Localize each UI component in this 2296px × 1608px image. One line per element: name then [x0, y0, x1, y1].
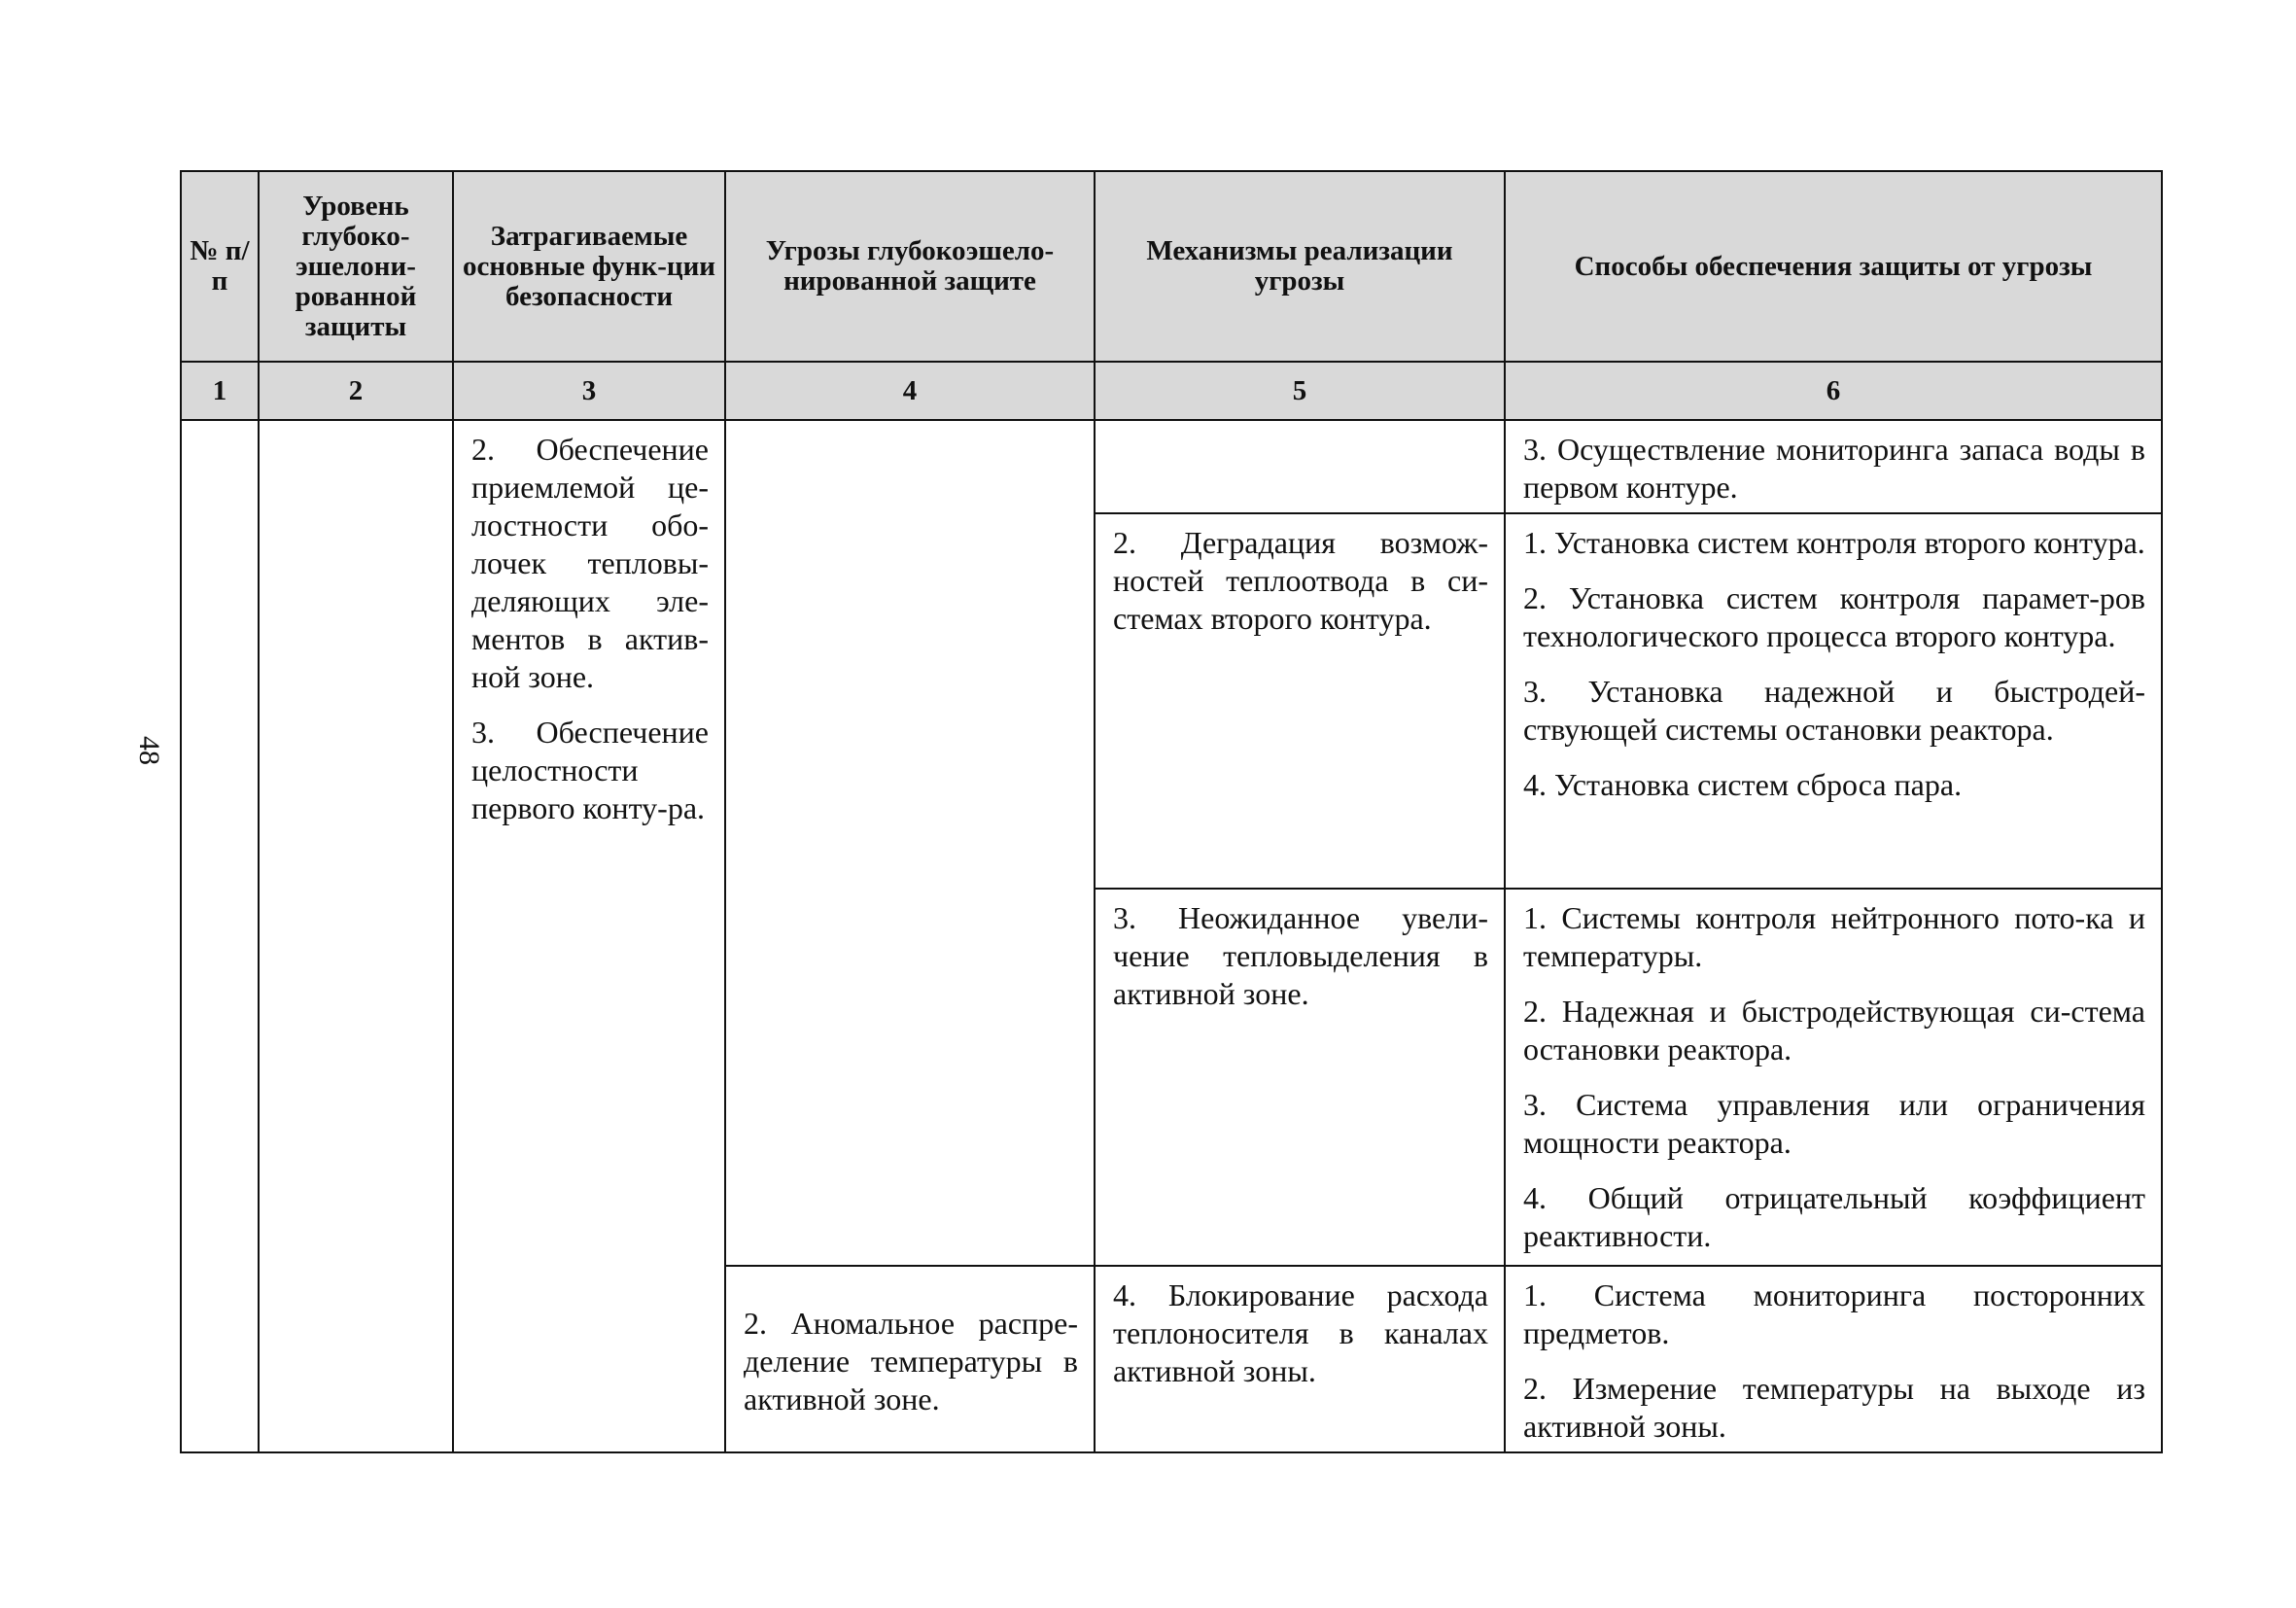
header-row: [181, 171, 2162, 362]
col-header-number: № п/п: [181, 171, 259, 362]
column-number-row: [181, 362, 2162, 420]
col-number: 4: [725, 362, 1095, 420]
cell-mechanism: 3. Неожиданное увели-чение тепловыделения в активной зоне.: [1095, 889, 1505, 1266]
method-item: 2. Измерение температуры на выходе из активной зоны.: [1523, 1371, 2145, 1444]
cell-functions: [453, 420, 725, 1452]
col-header-level: Уровень глубоко-эшелони-рованной защиты: [259, 171, 453, 362]
function-item: 2. Обеспечение приемлемой це-лостности обо-лочек тепловы-деляющих эле-ментов в актив-ной зоне.: [471, 432, 709, 694]
method-item: 2. Надежная и быстродействующая си-стема остановки реактора.: [1523, 994, 2145, 1066]
method-item: 4. Установка систем сброса пара.: [1523, 767, 1963, 802]
table-row: [181, 420, 2162, 513]
method-item: 3. Установка надежной и быстродей-ствующей системы остановки реактора.: [1523, 674, 2145, 747]
method-item: 3. Система управления или ограничения мощности реактора.: [1523, 1087, 2145, 1160]
col-header-threats: Угрозы глубокоэшело-нированной защите: [725, 171, 1095, 362]
cell-methods: [1505, 1266, 2162, 1452]
cell-mechanism: [1095, 420, 1505, 513]
function-item: 3. Обеспечение целостности первого конту-ра.: [471, 715, 709, 825]
cell-threat: 2. Аномальное распре-деление температуры в активной зоне.: [725, 1266, 1095, 1452]
cell-mechanism: 2. Деградация возмож-ностей теплоотвода в си-стемах второго контура.: [1095, 513, 1505, 889]
cell-methods: [1505, 420, 2162, 513]
col-number: 2: [259, 362, 453, 420]
col-header-functions: Затрагиваемые основные функ-ции безопасности: [453, 171, 725, 362]
method-item: 1. Система мониторинга посторонних предметов.: [1523, 1277, 2145, 1350]
cell-level: [259, 420, 453, 1452]
method-item: 2. Установка систем контроля парамет-ров технологического процесса второго контура.: [1523, 580, 2145, 653]
method-item: 4. Общий отрицательный коэффициент реактивности.: [1523, 1180, 2145, 1253]
cell-methods: [1505, 889, 2162, 1266]
col-number: 1: [181, 362, 259, 420]
cell-methods: [1505, 513, 2162, 889]
col-header-methods: Способы обеспечения защиты от угрозы: [1505, 171, 2162, 362]
cell-mechanism: 4. Блокирование расхода теплоносителя в каналах активной зоны.: [1095, 1266, 1505, 1452]
cell-number: [181, 420, 259, 1452]
method-item: 1. Установка систем контроля второго контура.: [1523, 525, 2145, 560]
page-number: 48: [133, 736, 165, 765]
threat-table: [180, 170, 2163, 1453]
col-number: 5: [1095, 362, 1505, 420]
col-header-mechanisms: Механизмы реализации угрозы: [1095, 171, 1505, 362]
col-number: 6: [1505, 362, 2162, 420]
method-item: 3. Осуществление мониторинга запаса воды в первом контуре.: [1523, 432, 2145, 505]
col-number: 3: [453, 362, 725, 420]
cell-threat: [725, 420, 1095, 1266]
method-item: 1. Системы контроля нейтронного пото-ка и температуры.: [1523, 900, 2145, 973]
